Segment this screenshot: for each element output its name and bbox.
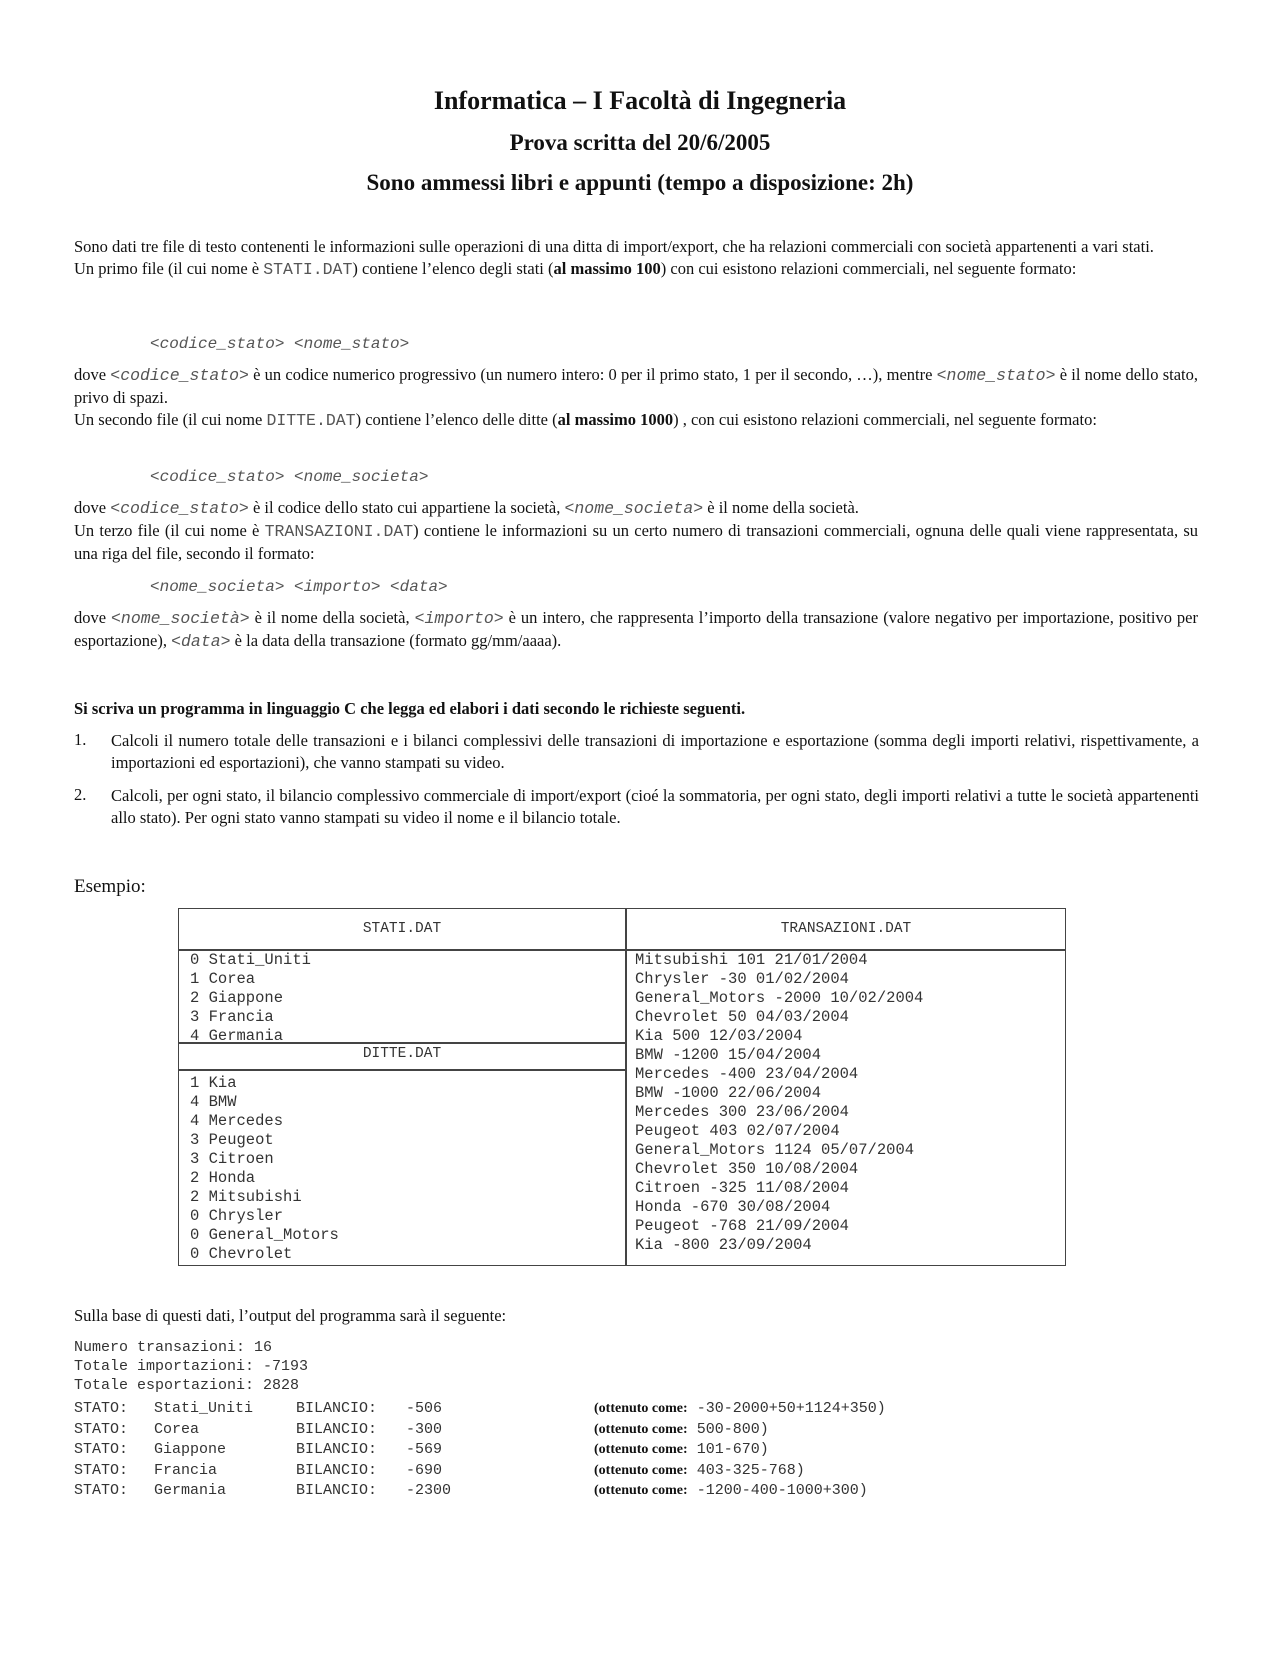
list-item: Kia 500 12/03/2004 <box>635 1027 803 1045</box>
output-row-explanation <box>594 1482 868 1499</box>
output-row-explanation <box>594 1400 886 1417</box>
list-item: Mercedes 300 23/06/2004 <box>635 1103 849 1121</box>
table-section-rule <box>179 1069 625 1071</box>
list-item: 0 Chevrolet <box>190 1245 293 1263</box>
output-row-explanation <box>594 1421 769 1438</box>
intro-paragraph-2: dove <codice_stato> è un codice numerico progressivo (un numero intero: 0 per il primo stato, 1 per il secondo, …), mentre <nome_stato> è il nome dello stato, privo di spazi. Un secondo file (il cui nome DITTE.DAT) contiene l’elenco delle ditte (al massimo 1000) , con cui esistono relazioni commerciali, nel seguente formato: <box>74 365 1198 430</box>
output-row-label: STATO: <box>74 1420 129 1438</box>
list-item: 2 Giappone <box>190 989 284 1007</box>
task-item-number: 2. <box>74 785 87 804</box>
page-note: Sono ammessi libri e appunti (tempo a disposizione: 2h) <box>366 170 914 195</box>
output-row <box>74 1421 974 1441</box>
list-item: 0 General_Motors <box>190 1226 339 1244</box>
output-row-balance-label: BILANCIO: <box>296 1482 378 1499</box>
list-item: 3 Peugeot <box>190 1131 274 1149</box>
list-item: Totale importazioni: -7193 <box>74 1358 309 1375</box>
output-row-explanation-label: (ottenuto come: <box>594 1421 688 1437</box>
output-row-explanation <box>594 1462 805 1479</box>
output-row <box>74 1441 974 1461</box>
file-name: STATI.DAT <box>263 260 353 279</box>
format-code-1: <codice_stato> <nome_stato> <box>150 335 410 353</box>
output-row-balance-label: BILANCIO: <box>296 1461 378 1479</box>
output-row-explanation-formula: 403-325-768) <box>687 1461 805 1479</box>
transazioni-list <box>635 951 923 1255</box>
output-row-balance-value: -569 <box>406 1441 443 1458</box>
output-row-balance-label: BILANCIO: <box>296 1400 378 1417</box>
output-row-explanation-formula: -1200-400-1000+300) <box>687 1482 868 1499</box>
list-item: 2 Honda <box>190 1169 256 1187</box>
output-totals <box>74 1338 308 1395</box>
list-item: 1 Corea <box>190 970 256 988</box>
format-code-3: <nome_societa> <importo> <data> <box>150 578 448 596</box>
list-item: 4 Germania <box>190 1027 284 1045</box>
task-item-1: Calcoli il numero totale delle transazioni e i bilanci complessivi delle transazioni di importazione e esportazione (somma degli importi relativi, rispettivamente, a importazioni ed esportazioni), che vanno stampati su video. <box>111 731 1199 772</box>
output-row-balance-value: -300 <box>406 1420 443 1438</box>
list-item: BMW -1200 15/04/2004 <box>635 1046 822 1064</box>
file-name: DITTE.DAT <box>266 411 356 430</box>
table-divider <box>625 909 627 1265</box>
output-row <box>74 1400 974 1420</box>
transazioni-header: TRANSAZIONI.DAT <box>780 921 912 937</box>
list-item: 0 Stati_Uniti <box>190 951 311 969</box>
list-item: BMW -1000 22/06/2004 <box>635 1084 822 1102</box>
example-data-table <box>178 908 1066 1266</box>
list-item: 4 Mercedes <box>190 1112 284 1130</box>
example-label: Esempio: <box>74 876 146 897</box>
list-item: Mitsubishi 101 21/01/2004 <box>635 951 868 969</box>
list-item: Chrysler -30 01/02/2004 <box>635 970 849 988</box>
list-item: Chevrolet 350 10/08/2004 <box>635 1160 859 1178</box>
output-row-state: Stati_Uniti <box>154 1400 254 1417</box>
list-item: 0 Chrysler <box>190 1207 284 1225</box>
output-row-explanation-label: (ottenuto come: <box>594 1442 688 1457</box>
output-row-label: STATO: <box>74 1400 129 1417</box>
task-item-number: 1. <box>74 730 87 749</box>
page-subtitle: Prova scritta del 20/6/2005 <box>509 130 771 155</box>
intro-paragraph-4: dove <nome_società> è il nome della società, <importo> è un intero, che rappresenta l’importo della transazione (valore negativo per importazione, positivo per esportazione), <data> è la data della transazione (formato gg/mm/aaaa). <box>74 608 1198 651</box>
list-item: Kia -800 23/09/2004 <box>635 1236 812 1254</box>
ditte-header: DITTE.DAT <box>362 1046 442 1062</box>
list-item: Honda -670 30/08/2004 <box>635 1198 831 1216</box>
list-item: Numero transazioni: 16 <box>74 1339 273 1356</box>
output-row-explanation-formula: 101-670) <box>687 1441 769 1458</box>
list-item: General_Motors 1124 05/07/2004 <box>635 1141 915 1159</box>
output-row-explanation-label: (ottenuto come: <box>594 1401 688 1416</box>
output-row-balance-label: BILANCIO: <box>296 1441 378 1458</box>
list-item: Totale esportazioni: 2828 <box>74 1377 300 1394</box>
output-row-label: STATO: <box>74 1461 129 1479</box>
list-item: 2 Mitsubishi <box>190 1188 302 1206</box>
output-intro: Sulla base di questi dati, l’output del programma sarà il seguente: <box>74 1306 507 1325</box>
output-row <box>74 1482 974 1502</box>
output-row-explanation-formula: -30-2000+50+1124+350) <box>687 1400 886 1417</box>
task-item-2: Calcoli, per ogni stato, il bilancio complessivo commerciale di import/export (cioé la sommatoria, per ogni stato, degli importi relativi a tutte le società appartenenti allo stato). Per ogni stato vanno stampati su video il nome e il bilancio totale. <box>111 786 1199 827</box>
output-row-state: Francia <box>154 1461 218 1479</box>
output-row-explanation-label: (ottenuto come: <box>594 1483 688 1498</box>
output-row-explanation-label: (ottenuto come: <box>594 1462 688 1478</box>
list-item: Peugeot -768 21/09/2004 <box>635 1217 849 1235</box>
table-header-rule <box>179 949 1065 951</box>
output-row-label: STATO: <box>74 1482 129 1499</box>
list-item: 3 Francia <box>190 1008 274 1026</box>
file-name: TRANSAZIONI.DAT <box>264 522 414 541</box>
list-item: Peugeot 403 02/07/2004 <box>635 1122 840 1140</box>
output-row-explanation <box>594 1441 769 1458</box>
intro-paragraph-3: dove <codice_stato> è il codice dello stato cui appartiene la società, <nome_societa> è il nome della società. Un terzo file (il cui nome è TRANSAZIONI.DAT) contiene le informazioni su un certo numero di transazioni commerciali, ognuna delle quali viene rappresentata, su una riga del file, secondo il formato: <box>74 498 1198 563</box>
list-item: 4 BMW <box>190 1093 237 1111</box>
output-row-explanation-formula: 500-800) <box>687 1420 769 1438</box>
list-item: 1 Kia <box>190 1074 237 1092</box>
list-item: 3 Citroen <box>190 1150 274 1168</box>
ditte-list <box>190 1074 339 1264</box>
intro-paragraph-1: Sono dati tre file di testo contenenti le informazioni sulle operazioni di una ditta di import/export, che ha relazioni commerciali con società appartenenti a vari stati. Un primo file (il cui nome è STATI.DAT) contiene l’elenco degli stati (al massimo 100) con cui esistono relazioni commerciali, nel seguente formato: <box>74 237 1154 279</box>
output-row-balance-value: -2300 <box>406 1482 452 1499</box>
task-heading: Si scriva un programma in linguaggio C che legga ed elabori i dati secondo le richieste seguenti. <box>74 699 746 718</box>
output-row-balance-value: -506 <box>406 1400 443 1417</box>
output-row-state: Germania <box>154 1482 227 1499</box>
output-row-label: STATO: <box>74 1441 129 1458</box>
list-item: Mercedes -400 23/04/2004 <box>635 1065 859 1083</box>
page-title: Informatica – I Facoltà di Ingegneria <box>433 86 847 115</box>
output-row-state: Corea <box>154 1420 200 1438</box>
stati-list <box>190 951 311 1046</box>
list-item: Citroen -325 11/08/2004 <box>635 1179 849 1197</box>
stati-header: STATI.DAT <box>362 921 442 937</box>
output-row-state: Giappone <box>154 1441 227 1458</box>
format-code-2: <codice_stato> <nome_societa> <box>150 468 429 486</box>
output-row-balance-value: -690 <box>406 1461 443 1479</box>
output-row-balance-label: BILANCIO: <box>296 1420 378 1438</box>
list-item: Chevrolet 50 04/03/2004 <box>635 1008 849 1026</box>
output-row <box>74 1462 974 1482</box>
list-item: General_Motors -2000 10/02/2004 <box>635 989 924 1007</box>
